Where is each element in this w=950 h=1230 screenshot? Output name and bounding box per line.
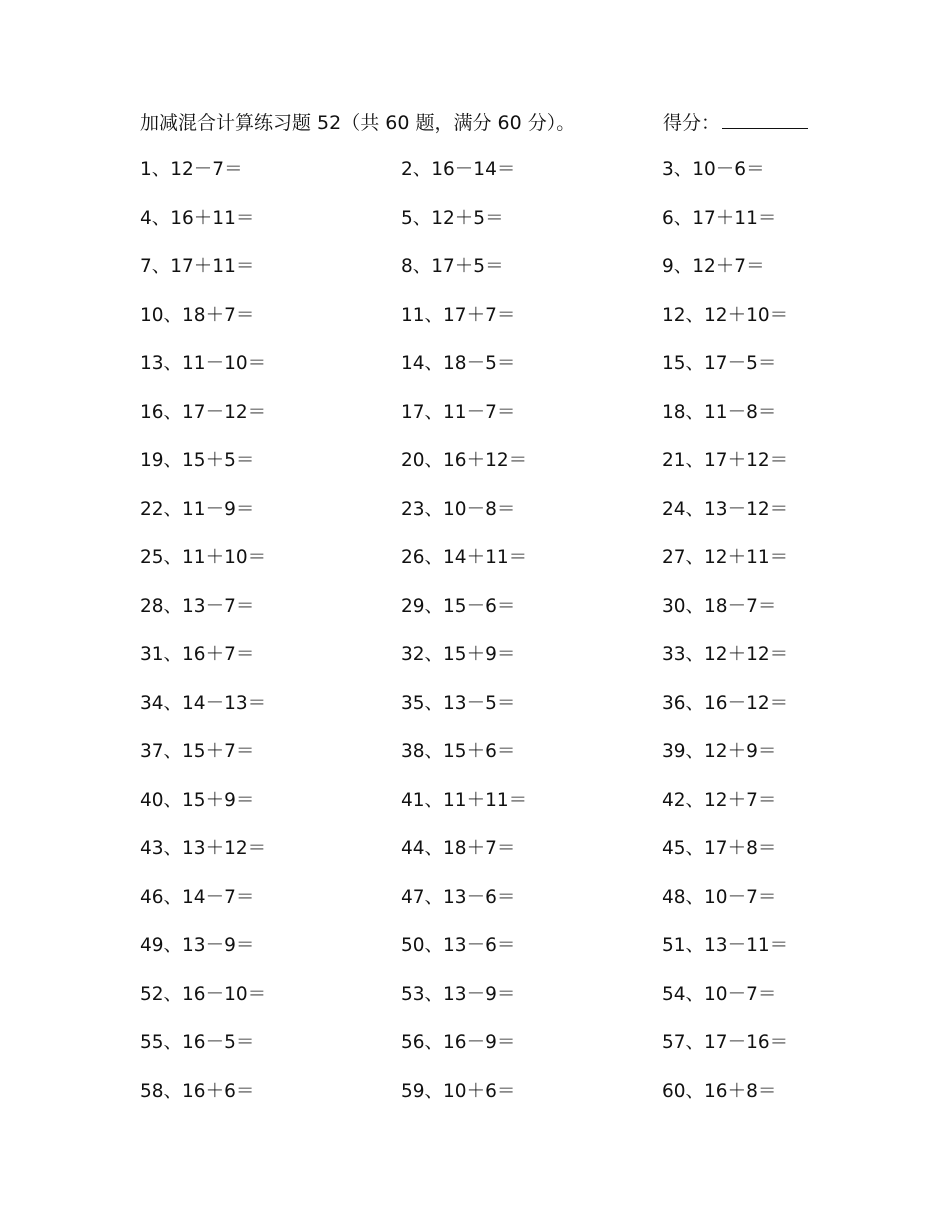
problem-14: 14、18－5＝: [401, 353, 516, 374]
problem-54: 54、10－7＝: [662, 983, 777, 1005]
problem-9: 9、12＋7＝: [662, 256, 765, 277]
problem-33: 33、12＋12＝: [662, 644, 789, 665]
problem-57: 57、17－16＝: [662, 1032, 789, 1053]
problem-56: 56、16－9＝: [401, 1032, 516, 1053]
problem-36: 36、16－12＝: [662, 692, 789, 714]
problem-24: 24、13－12＝: [662, 498, 789, 520]
problem-6: 6、17＋11＝: [662, 207, 777, 229]
problem-31: 31、16＋7＝: [140, 644, 255, 665]
problem-60: 60、16＋8＝: [662, 1080, 777, 1102]
problem-43: 43、13＋12＝: [140, 838, 267, 859]
problem-39: 39、12＋9＝: [662, 741, 777, 762]
problem-41: 41、11＋11＝: [401, 789, 528, 811]
problem-40: 40、15＋9＝: [140, 789, 255, 811]
problem-44: 44、18＋7＝: [401, 838, 516, 859]
problem-29: 29、15－6＝: [401, 595, 516, 617]
score-blank: [722, 109, 808, 129]
problem-53: 53、13－9＝: [401, 983, 516, 1005]
problem-21: 21、17＋12＝: [662, 450, 789, 471]
problem-35: 35、13－5＝: [401, 692, 516, 714]
problem-59: 59、10＋6＝: [401, 1080, 516, 1102]
problem-22: 22、11－9＝: [140, 498, 255, 520]
problem-46: 46、14－7＝: [140, 886, 255, 908]
problem-23: 23、10－8＝: [401, 498, 516, 520]
problem-12: 12、12＋10＝: [662, 304, 789, 326]
problem-15: 15、17－5＝: [662, 353, 777, 374]
problem-27: 27、12＋11＝: [662, 547, 789, 568]
problem-3: 3、10－6＝: [662, 159, 765, 180]
worksheet-header: [140, 108, 820, 138]
worksheet-title: 加减混合计算练习题 52（共 60 题，满分 60 分）。: [140, 112, 576, 134]
problem-32: 32、15＋9＝: [401, 644, 516, 665]
problem-13: 13、11－10＝: [140, 353, 267, 374]
score-area: [663, 108, 808, 138]
problem-49: 49、13－9＝: [140, 935, 255, 956]
problem-2: 2、16－14＝: [401, 159, 516, 180]
problem-1: 1、12－7＝: [140, 159, 243, 180]
problem-38: 38、15＋6＝: [401, 741, 516, 762]
problem-34: 34、14－13＝: [140, 692, 267, 714]
problem-50: 50、13－6＝: [401, 935, 516, 956]
problem-4: 4、16＋11＝: [140, 207, 255, 229]
problem-17: 17、11－7＝: [401, 401, 516, 423]
problem-55: 55、16－5＝: [140, 1032, 255, 1053]
problem-48: 48、10－7＝: [662, 886, 777, 908]
problem-11: 11、17＋7＝: [401, 304, 516, 326]
problem-grid: [140, 153, 840, 1123]
problem-42: 42、12＋7＝: [662, 789, 777, 811]
problem-30: 30、18－7＝: [662, 595, 777, 617]
problem-25: 25、11＋10＝: [140, 547, 267, 568]
problem-19: 19、15＋5＝: [140, 450, 255, 471]
problem-28: 28、13－7＝: [140, 595, 255, 617]
problem-18: 18、11－8＝: [662, 401, 777, 423]
problem-16: 16、17－12＝: [140, 401, 267, 423]
problem-52: 52、16－10＝: [140, 983, 267, 1005]
problem-37: 37、15＋7＝: [140, 741, 255, 762]
problem-8: 8、17＋5＝: [401, 256, 504, 277]
problem-51: 51、13－11＝: [662, 935, 789, 956]
problem-7: 7、17＋11＝: [140, 256, 255, 277]
problem-5: 5、12＋5＝: [401, 207, 504, 229]
problem-58: 58、16＋6＝: [140, 1080, 255, 1102]
problem-45: 45、17＋8＝: [662, 838, 777, 859]
score-label: 得分：: [663, 112, 721, 134]
problem-26: 26、14＋11＝: [401, 547, 528, 568]
problem-47: 47、13－6＝: [401, 886, 516, 908]
problem-10: 10、18＋7＝: [140, 304, 255, 326]
problem-20: 20、16＋12＝: [401, 450, 528, 471]
